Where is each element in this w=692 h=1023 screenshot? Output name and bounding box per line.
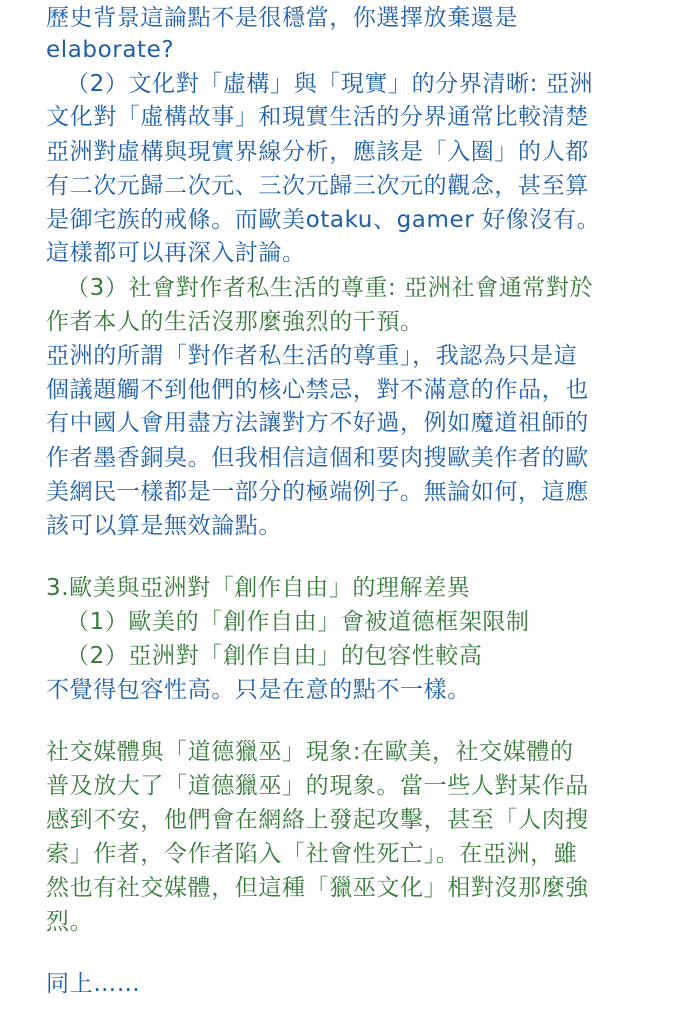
text-line: 該可以算是無效論點。 xyxy=(46,513,282,539)
text-line: 作者墨香銅臭。但我相信這個和要肉搜歐美作者的歐 xyxy=(46,445,589,471)
text-line: （1）歐美的「創作自由」會被道德框架限制 xyxy=(66,609,530,635)
text-line: 社交媒體與「道德獵巫」現象:在歐美，社交媒體的 xyxy=(46,739,574,765)
text-line: 美網民一樣都是一部分的極端例子。無論如何，這應 xyxy=(46,479,589,505)
text-line: 然也有社交媒體，但這種「獵巫文化」相對沒那麼強 xyxy=(46,875,589,901)
text-line: 是御宅族的戒條。而歐美otaku、gamer 好像沒有。 xyxy=(46,207,601,233)
text-line: 作者本人的生活沒那麼強烈的干預。 xyxy=(46,309,424,335)
text-line: 索」作者，令作者陷入「社會性死亡」。在亞洲，雖 xyxy=(46,841,578,867)
text-line: 不覺得包容性高。只是在意的點不一樣。 xyxy=(46,677,471,703)
text-line: 感到不安，他們會在網絡上發起攻擊，甚至「人肉搜 xyxy=(46,807,589,833)
text-line: 有中國人會用盡方法讓對方不好過，例如魔道祖師的 xyxy=(46,410,589,436)
text-line: 烈。 xyxy=(46,909,94,935)
text-line: （3）社會對作者私生活的尊重: 亞洲社會通常對於 xyxy=(66,275,594,301)
text-line: elaborate? xyxy=(46,37,175,63)
text-line: 有二次元歸二次元、三次元歸三次元的觀念，甚至算 xyxy=(46,173,589,199)
text-line: 3.歐美與亞洲對「創作自由」的理解差異 xyxy=(46,575,471,601)
text-line: 亞洲的所謂「對作者私生活的尊重」，我認為只是這 xyxy=(46,343,578,369)
text-line: 同上…… xyxy=(46,971,141,997)
text-line: 歷史背景這論點不是很穩當，你選擇放棄還是 xyxy=(46,5,518,31)
text-line: 這樣都可以再深入討論。 xyxy=(46,240,306,266)
text-line: 普及放大了「道德獵巫」的現象。當一些人對某作品 xyxy=(46,773,589,799)
text-line: （2）亞洲對「創作自由」的包容性較高 xyxy=(66,643,483,669)
text-line: 文化對「虛構故事」和現實生活的分界通常比較清楚 xyxy=(46,104,589,130)
text-line: 亞洲對虛構與現實界線分析，應該是「入圈」的人都 xyxy=(46,139,589,165)
text-line: （2）文化對「虛構」與「現實」的分界清晰: 亞洲 xyxy=(66,71,594,97)
text-line: 個議題觸不到他們的核心禁忌，對不滿意的作品，也 xyxy=(46,377,589,403)
